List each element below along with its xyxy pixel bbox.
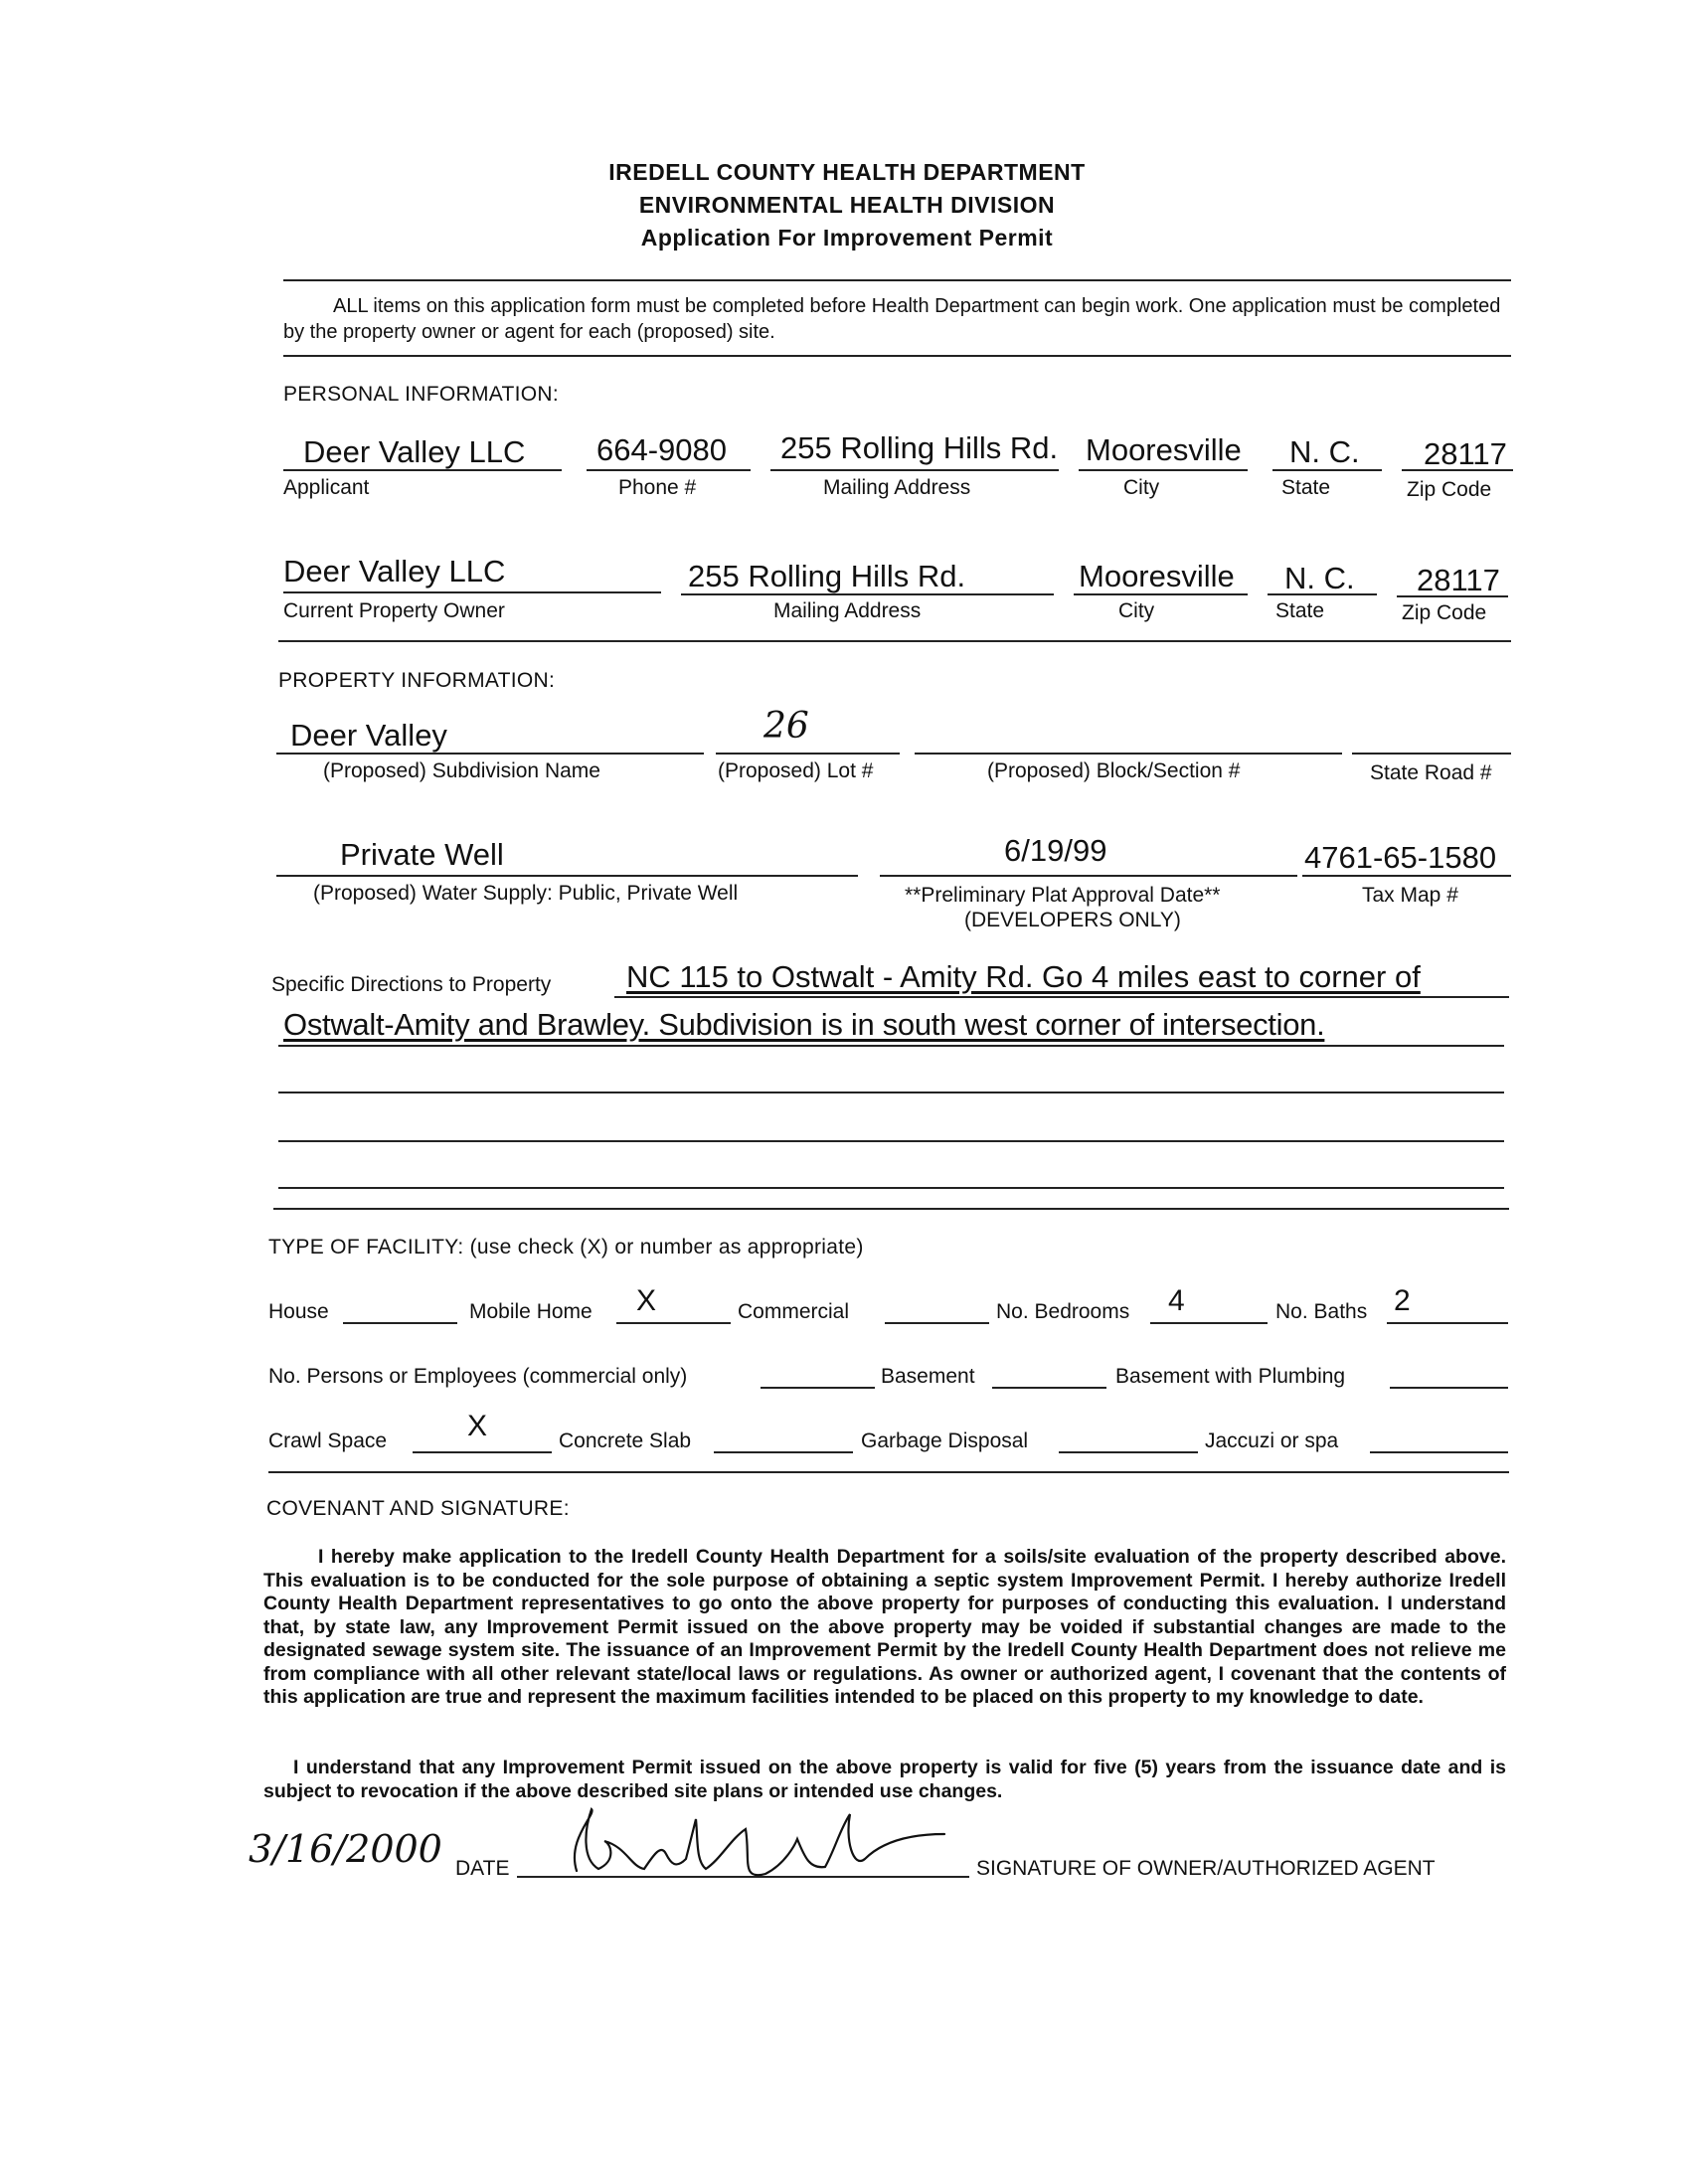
date-label: DATE xyxy=(455,1857,510,1880)
subdivision-value: Deer Valley xyxy=(290,718,447,753)
owner-state-line xyxy=(1268,593,1377,595)
baths-value: 2 xyxy=(1394,1284,1411,1317)
applicant-zip-label: Zip Code xyxy=(1407,478,1492,501)
facility-section-title: TYPE OF FACILITY: (use check (X) or number as appropriate) xyxy=(268,1236,864,1259)
applicant-address-line xyxy=(770,469,1059,471)
applicant-address: 255 Rolling Hills Rd. xyxy=(780,430,1059,465)
tax-map-value: 4761-65-1580 xyxy=(1304,840,1497,875)
tax-map-line xyxy=(1302,875,1511,877)
owner-address-line xyxy=(681,593,1054,595)
phone-line xyxy=(587,469,751,471)
applicant-city: Mooresville xyxy=(1086,432,1242,467)
owner-zip-line xyxy=(1397,595,1508,597)
basement-line xyxy=(992,1387,1106,1389)
lot-value: 26 xyxy=(763,706,809,747)
directions-line-1: NC 115 to Ostwalt - Amity Rd. Go 4 miles east to corner of xyxy=(626,959,1421,994)
basement-plumbing-line xyxy=(1390,1387,1508,1389)
notice-text: ALL items on this application form must be completed before Health Department can begin work. One application must be completed by the property owner or agent for each (proposed) site. xyxy=(283,295,1501,343)
owner-address: 255 Rolling Hills Rd. xyxy=(688,559,966,593)
state-road-label: State Road # xyxy=(1370,761,1492,784)
property-section-title: PROPERTY INFORMATION: xyxy=(278,669,556,692)
notice-rule xyxy=(283,355,1511,357)
signed-date-value: 3/16/2000 xyxy=(249,1827,442,1871)
persons-line xyxy=(761,1387,875,1389)
bedrooms-label: No. Bedrooms xyxy=(996,1300,1130,1323)
owner-city-label: City xyxy=(1118,599,1155,622)
commercial-line xyxy=(885,1322,989,1324)
baths-label: No. Baths xyxy=(1275,1300,1368,1323)
lot-line xyxy=(716,753,900,755)
applicant-state: N. C. xyxy=(1289,434,1360,469)
water-supply-line xyxy=(276,875,858,877)
subdivision-label: (Proposed) Subdivision Name xyxy=(323,759,600,782)
covenant-section-title: COVENANT AND SIGNATURE: xyxy=(266,1497,570,1520)
bedrooms-line xyxy=(1150,1322,1268,1324)
plat-date-line xyxy=(880,875,1297,877)
concrete-slab-line xyxy=(714,1451,853,1453)
applicant-state-label: State xyxy=(1281,476,1331,499)
owner-state-label: State xyxy=(1275,599,1325,622)
signature-label: SIGNATURE OF OWNER/AUTHORIZED AGENT xyxy=(976,1857,1436,1880)
block-line xyxy=(915,753,1342,755)
applicant-city-label: City xyxy=(1123,476,1160,499)
phone-label: Phone # xyxy=(618,476,697,499)
tax-map-label: Tax Map # xyxy=(1362,884,1458,907)
applicant-name: Deer Valley LLC xyxy=(303,434,526,469)
water-supply-value: Private Well xyxy=(340,837,504,872)
garbage-disposal-label: Garbage Disposal xyxy=(861,1429,1029,1452)
jacuzzi-line xyxy=(1370,1451,1508,1453)
basement-plumbing-label: Basement with Plumbing xyxy=(1115,1365,1346,1388)
directions-label: Specific Directions to Property xyxy=(271,973,552,996)
state-road-line xyxy=(1352,753,1511,755)
applicant-city-line xyxy=(1079,469,1248,471)
directions-line-1-rule xyxy=(614,996,1509,998)
applicant-zip: 28117 xyxy=(1424,436,1507,471)
mobile-home-label: Mobile Home xyxy=(469,1300,593,1323)
facility-rule xyxy=(268,1471,1509,1473)
directions-blank-line-2 xyxy=(278,1140,1504,1142)
directions-line-2-rule xyxy=(278,1045,1504,1047)
directions-blank-line-3 xyxy=(278,1187,1504,1189)
persons-label: No. Persons or Employees (commercial only) xyxy=(268,1365,688,1388)
division-title: ENVIRONMENTAL HEALTH DIVISION xyxy=(638,192,1056,218)
jacuzzi-label: Jaccuzi or spa xyxy=(1205,1429,1339,1452)
applicant-zip-line xyxy=(1402,469,1513,471)
concrete-slab-label: Concrete Slab xyxy=(559,1429,692,1452)
directions-blank-line-1 xyxy=(278,1092,1504,1093)
directions-line-2: Ostwalt-Amity and Brawley. Subdivision is in south west corner of intersection. xyxy=(283,1007,1325,1042)
developers-only-label: (DEVELOPERS ONLY) xyxy=(964,909,1181,931)
applicant-state-line xyxy=(1272,469,1382,471)
owner-name-line xyxy=(283,591,661,593)
crawl-space-line xyxy=(413,1451,552,1453)
plat-date-label: **Preliminary Plat Approval Date** xyxy=(905,884,1221,907)
personal-section-title: PERSONAL INFORMATION: xyxy=(283,383,559,406)
owner-signature xyxy=(537,1799,954,1889)
applicant-name-line xyxy=(283,469,562,471)
crawl-space-label: Crawl Space xyxy=(268,1429,388,1452)
plat-date-value: 6/19/99 xyxy=(1004,833,1107,868)
mobile-home-value: X xyxy=(636,1284,657,1317)
owner-city: Mooresville xyxy=(1079,559,1235,593)
covenant-paragraph-2: I understand that any Improvement Permit issued on the above property is valid for five (5) years from the issuance date and is subject to revocation if the above described site plans or intended use changes. xyxy=(263,1757,1506,1802)
mobile-home-line xyxy=(616,1322,731,1324)
personal-rule xyxy=(278,640,1511,642)
applicant-phone: 664-9080 xyxy=(596,432,728,467)
house-label: House xyxy=(268,1300,329,1323)
house-line xyxy=(343,1322,457,1324)
covenant-paragraph-1: I hereby make application to the Iredell County Health Department for a soils/site evaluation of the property described above. This evaluation is to be conducted for the sole purpose of obtaining a septic system Improvement Permit. I hereby authorize Iredell County Health Department representatives to go onto the above property for purposes of conducting this evaluation. I understand that, by state law, any Improvement Permit issued on the above property may be voided if substantial changes are made to the designated sewage system site. The issuance of an Improvement Permit by the Iredell County Health Department does not relieve me from compliance with all other relevant state/local laws or regulations. As owner or authorized agent, I covenant that the contents of this application are true and represent the maximum facilities intended to be placed on this property to my knowledge to date. xyxy=(263,1546,1506,1708)
owner-zip-label: Zip Code xyxy=(1402,601,1487,624)
basement-label: Basement xyxy=(881,1365,975,1388)
baths-line xyxy=(1387,1322,1508,1324)
owner-state: N. C. xyxy=(1284,561,1355,595)
department-title: IREDELL COUNTY HEALTH DEPARTMENT xyxy=(608,159,1086,185)
lot-label: (Proposed) Lot # xyxy=(718,759,874,782)
applicant-mailing-label: Mailing Address xyxy=(823,476,971,499)
header-rule xyxy=(283,279,1511,281)
owner-name: Deer Valley LLC xyxy=(283,554,506,588)
water-supply-label: (Proposed) Water Supply: Public, Private Well xyxy=(313,882,739,905)
garbage-disposal-line xyxy=(1059,1451,1198,1453)
owner-label: Current Property Owner xyxy=(283,599,505,622)
applicant-label: Applicant xyxy=(283,476,370,499)
owner-mailing-label: Mailing Address xyxy=(773,599,922,622)
owner-zip: 28117 xyxy=(1417,563,1500,597)
block-label: (Proposed) Block/Section # xyxy=(987,759,1241,782)
owner-city-line xyxy=(1074,593,1248,595)
property-rule xyxy=(273,1208,1509,1210)
crawl-space-value: X xyxy=(467,1410,488,1442)
form-title: Application For Improvement Permit xyxy=(640,225,1054,251)
bedrooms-value: 4 xyxy=(1168,1284,1185,1317)
commercial-label: Commercial xyxy=(738,1300,850,1323)
subdivision-line xyxy=(276,753,704,755)
